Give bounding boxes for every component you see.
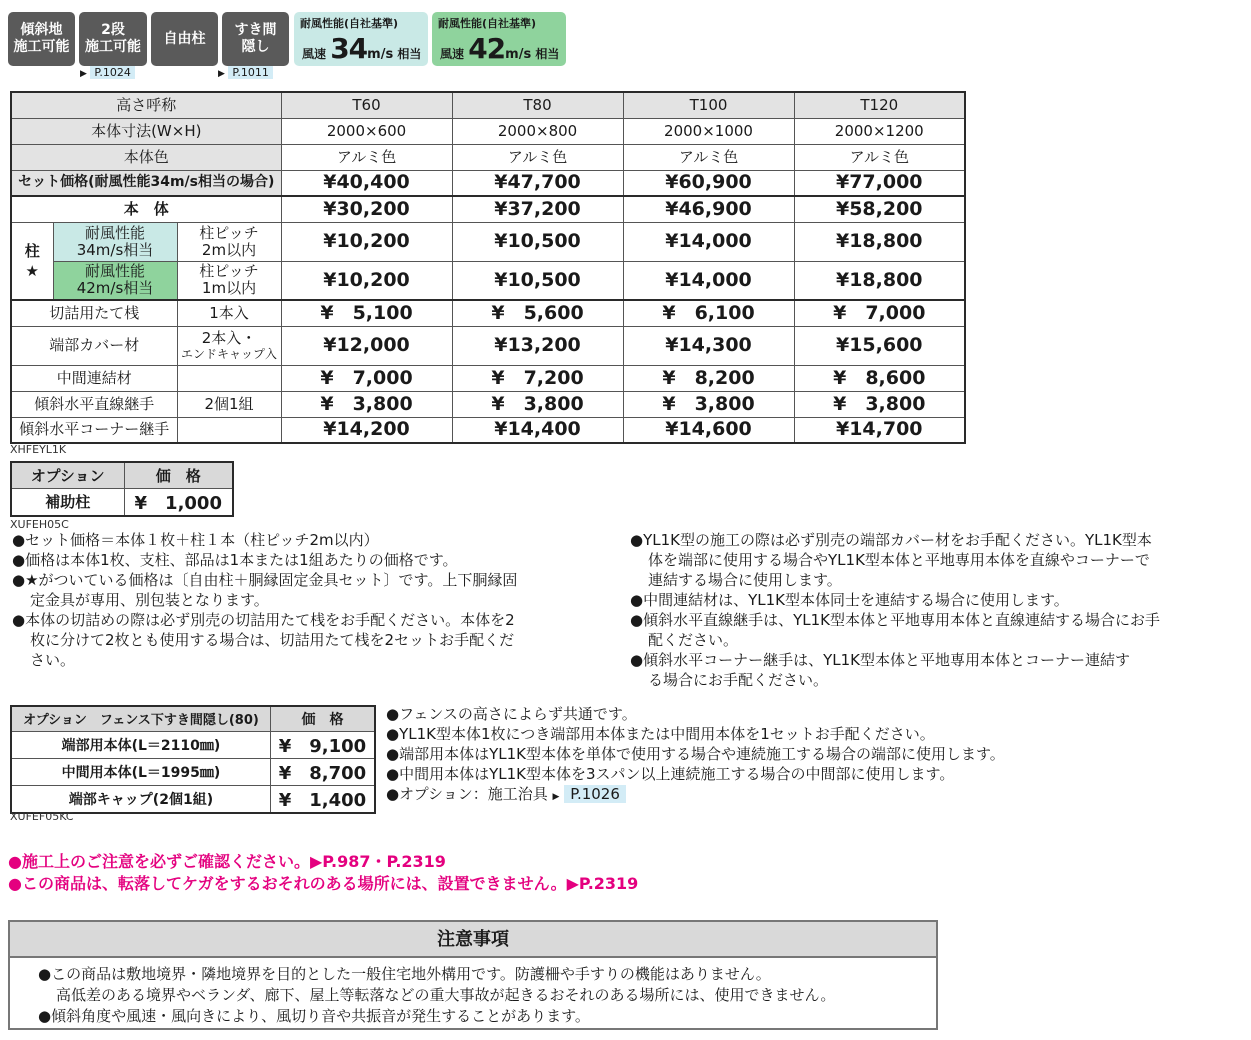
notes-option2 xyxy=(386,704,1005,807)
wind-badge-value: 風速 34m/s 相当 xyxy=(302,32,422,65)
star-icon: ★ xyxy=(25,261,39,280)
wind-badge-34 xyxy=(294,12,428,66)
notes-right xyxy=(630,530,1160,690)
product-code: XUFEF05KC xyxy=(10,810,74,823)
table-cell: アルミ色 xyxy=(281,144,452,170)
badge-two-tier xyxy=(79,12,147,66)
table-row xyxy=(11,118,965,144)
badge-line: すき間 xyxy=(234,22,277,38)
price-cell: ¥ 8,700 xyxy=(270,758,375,785)
gap-cover-option-table xyxy=(10,705,376,814)
price-cell: ¥14,300 xyxy=(623,326,794,365)
note-line: ●YL1K型本体1枚につき端部用本体または中間用本体を1セットお手配ください。 xyxy=(386,725,935,743)
table-row xyxy=(11,222,965,261)
header-cell: 高さ呼称 xyxy=(11,92,281,118)
note-line: 配ください。 xyxy=(648,631,739,649)
price-cell: ¥ 3,800 xyxy=(794,391,965,417)
price-cell: ¥10,500 xyxy=(452,261,623,300)
price-cell: ¥58,200 xyxy=(794,196,965,222)
option-table xyxy=(10,461,234,517)
badge-line: 隠し xyxy=(241,39,270,55)
page-ref-link[interactable]: ▶ P.1011 xyxy=(218,66,273,80)
badge-line: 施工可能 xyxy=(85,39,141,55)
price-cell: ¥18,800 xyxy=(794,261,965,300)
table-row xyxy=(11,391,965,417)
row-label: 中間連結材 xyxy=(11,365,177,391)
price-cell: ¥10,200 xyxy=(281,222,452,261)
table-row xyxy=(11,144,965,170)
price-cell: ¥ 7,000 xyxy=(281,365,452,391)
price-cell: ¥77,000 xyxy=(794,170,965,196)
wind-badge-title: 耐風性能(自社基準) xyxy=(300,17,399,30)
feature-badges xyxy=(8,12,588,82)
note-line: 連結する場合に使用します。 xyxy=(648,571,842,589)
caution-title: 注意事項 xyxy=(10,922,936,958)
price-table xyxy=(10,91,966,444)
price-cell: ¥ 3,800 xyxy=(452,391,623,417)
table-cell: 2000×1200 xyxy=(794,118,965,144)
price-cell: ¥12,000 xyxy=(281,326,452,365)
table-row xyxy=(11,300,965,326)
table-cell: 2000×600 xyxy=(281,118,452,144)
note-line: ●中間用本体はYL1K型本体を3スパン以上連続施工する場合の中間部に使用します。 xyxy=(386,765,955,783)
table-row xyxy=(11,488,233,516)
price-cell: ¥ 7,200 xyxy=(452,365,623,391)
price-cell: ¥13,200 xyxy=(452,326,623,365)
notes-left xyxy=(12,530,517,670)
table-cell: 2000×1000 xyxy=(623,118,794,144)
price-cell: ¥14,600 xyxy=(623,417,794,443)
note-line: 定金具が専用、別包装となります。 xyxy=(30,591,269,609)
badge-line: 2段 xyxy=(101,22,125,38)
table-row xyxy=(11,758,375,785)
note-line: る場合にお手配ください。 xyxy=(648,671,829,689)
table-cell: 端部キャップ(2個1組) xyxy=(11,785,270,813)
badge-line: 傾斜地 xyxy=(20,22,63,38)
row-label: 端部カバー材 xyxy=(11,326,177,365)
table-row xyxy=(11,785,375,813)
page-ref-link[interactable]: ▶ P.1024 xyxy=(80,66,135,80)
caution-body xyxy=(10,958,936,1027)
table-row xyxy=(11,261,965,300)
header-cell: 価 格 xyxy=(124,462,233,488)
qty-cell: 1本入 xyxy=(177,300,281,326)
price-cell: ¥60,900 xyxy=(623,170,794,196)
header-cell: T100 xyxy=(623,92,794,118)
price-cell: ¥14,700 xyxy=(794,417,965,443)
price-cell: ¥ 5,100 xyxy=(281,300,452,326)
badge-free-pillar xyxy=(151,12,218,66)
price-cell: ¥ 1,400 xyxy=(270,785,375,813)
wind-badge-42 xyxy=(432,12,566,66)
table-cell: アルミ色 xyxy=(452,144,623,170)
table-row xyxy=(11,731,375,758)
warning-line: ●この商品は、転落してケガをするおそれのある場所には、設置できません。▶P.2319 xyxy=(8,874,639,893)
note-line: ●セット価格＝本体１枚＋柱１本（柱ピッチ2m以内） xyxy=(12,531,379,549)
wind-badge-title: 耐風性能(自社基準) xyxy=(438,17,537,30)
price-cell: ¥14,000 xyxy=(623,261,794,300)
price-cell: ¥ 3,800 xyxy=(281,391,452,417)
product-code: XUFEH05C xyxy=(10,518,69,531)
table-row xyxy=(11,196,965,222)
price-cell: ¥15,600 xyxy=(794,326,965,365)
qty-cell xyxy=(177,365,281,391)
note-line: ●★がついている価格は〔自由柱＋胴縁固定金具セット〕です。上下胴縁固 xyxy=(12,571,518,589)
caution-line: ●この商品は敷地境界・隣地境界を目的とした一般住宅地外構用です。防護柵や手すりの機能はありません。 xyxy=(38,965,771,983)
qty-cell: 2個1組 xyxy=(177,391,281,417)
price-cell: ¥ 5,600 xyxy=(452,300,623,326)
pitch-label: 柱ピッチ 2m以内 xyxy=(177,222,281,261)
badge-line: 自由柱 xyxy=(163,30,206,47)
wind-42-label: 耐風性能 42m/s相当 xyxy=(53,261,177,300)
note-line: ●傾斜水平直線継手は、YL1K型本体と平地専用本体と直線連結する場合にお手 xyxy=(630,611,1160,629)
header-cell: T120 xyxy=(794,92,965,118)
row-label: 切詰用たて桟 xyxy=(11,300,177,326)
table-cell: アルミ色 xyxy=(794,144,965,170)
table-cell: 中間用本体(L＝1995㎜) xyxy=(11,758,270,785)
row-label: 本体寸法(W×H) xyxy=(11,118,281,144)
price-cell: ¥10,200 xyxy=(281,261,452,300)
table-row xyxy=(11,326,965,365)
price-cell: ¥ 9,100 xyxy=(270,731,375,758)
table-row xyxy=(11,92,965,118)
wind-badge-value: 風速 42m/s 相当 xyxy=(440,32,560,65)
row-label: 傾斜水平直線継手 xyxy=(11,391,177,417)
row-label: 傾斜水平コーナー継手 xyxy=(11,417,177,443)
pitch-label: 柱ピッチ 1m以内 xyxy=(177,261,281,300)
badge-slope xyxy=(8,12,75,66)
pillar-label: 柱 ★ xyxy=(11,222,53,300)
note-line: ●YL1K型の施工の際は必ず別売の端部カバー材をお手配ください。YL1K型本 xyxy=(630,531,1152,549)
row-label: 本 体 xyxy=(11,196,281,222)
row-label: 本体色 xyxy=(11,144,281,170)
qty-cell: 2本入・ エンドキャップ入 xyxy=(177,326,281,365)
triangle-right-icon: ▶ xyxy=(552,792,560,802)
price-cell: ¥47,700 xyxy=(452,170,623,196)
table-cell: アルミ色 xyxy=(623,144,794,170)
caution-line: 高低差のある境界やベランダ、廊下、屋上等転落などの重大事故が起きるおそれのある場所には、使用できません。 xyxy=(56,986,836,1004)
table-cell: 2000×800 xyxy=(452,118,623,144)
table-row xyxy=(11,365,965,391)
table-cell: 端部用本体(L＝2110㎜) xyxy=(11,731,270,758)
price-cell: ¥14,000 xyxy=(623,222,794,261)
note-line: ●フェンスの高さによらず共通です。 xyxy=(386,705,637,723)
price-cell: ¥46,900 xyxy=(623,196,794,222)
note-line: さい。 xyxy=(30,651,76,669)
row-label: セット価格(耐風性能34m/s相当の場合) xyxy=(11,170,281,196)
price-cell: ¥37,200 xyxy=(452,196,623,222)
note-line: 体を端部に使用する場合やYL1K型本体と平地専用本体を直線やコーナーで xyxy=(648,551,1150,569)
note-line: ●端部用本体はYL1K型本体を単体で使用する場合や連続施工する場合の端部に使用します。 xyxy=(386,745,1005,763)
table-row xyxy=(11,417,965,443)
price-cell: ¥10,500 xyxy=(452,222,623,261)
price-cell: ¥ 6,100 xyxy=(623,300,794,326)
header-cell: T60 xyxy=(281,92,452,118)
caution-line: ●傾斜角度や風速・風向きにより、風切り音や共振音が発生することがあります。 xyxy=(38,1007,590,1025)
price-cell: ¥14,400 xyxy=(452,417,623,443)
triangle-right-icon: ▶ xyxy=(80,69,87,79)
warning-line: ●施工上のご注意を必ずご確認ください。▶P.987・P.2319 xyxy=(8,852,446,871)
note-line: ●オプション：施工治具 ▶ P.1026 xyxy=(386,784,1005,807)
price-cell: ¥ 3,800 xyxy=(623,391,794,417)
triangle-right-icon: ▶ xyxy=(218,69,225,79)
header-cell: T80 xyxy=(452,92,623,118)
badge-line: 施工可能 xyxy=(13,39,70,55)
note-line: ●本体の切詰めの際は必ず別売の切詰用たて桟をお手配ください。本体を2 xyxy=(12,611,515,629)
qty-cell xyxy=(177,417,281,443)
header-cell: 価 格 xyxy=(270,706,375,731)
table-row xyxy=(11,462,233,488)
table-row xyxy=(11,706,375,731)
table-cell: 補助柱 xyxy=(11,488,124,516)
price-cell: ¥40,400 xyxy=(281,170,452,196)
price-cell: ¥ 8,600 xyxy=(794,365,965,391)
product-code: XHFEYL1K xyxy=(10,443,67,456)
note-line: ●価格は本体1枚、支柱、部品は1本または1組あたりの価格です。 xyxy=(12,551,458,569)
price-cell: ¥ 7,000 xyxy=(794,300,965,326)
price-cell: ¥ 8,200 xyxy=(623,365,794,391)
table-row xyxy=(11,170,965,196)
warning-notes xyxy=(8,851,638,895)
page-ref-link[interactable]: P.1026 xyxy=(564,785,626,803)
price-cell: ¥18,800 xyxy=(794,222,965,261)
wind-34-label: 耐風性能 34m/s相当 xyxy=(53,222,177,261)
price-cell: ¥14,200 xyxy=(281,417,452,443)
caution-box xyxy=(8,920,938,1030)
note-line: ●傾斜水平コーナー継手は、YL1K型本体と平地専用本体とコーナー連結す xyxy=(630,651,1130,669)
price-cell: ¥30,200 xyxy=(281,196,452,222)
header-cell: オプション フェンス下すき間隠し(80) xyxy=(11,706,270,731)
note-line: ●中間連結材は、YL1K型本体同士を連結する場合に使用します。 xyxy=(630,591,1069,609)
header-cell: オプション xyxy=(11,462,124,488)
note-line: 枚に分けて2枚とも使用する場合は、切詰用たて桟を2セットお手配くだ xyxy=(30,631,515,649)
badge-gap-cover xyxy=(222,12,289,66)
price-cell: ¥ 1,000 xyxy=(124,488,233,516)
